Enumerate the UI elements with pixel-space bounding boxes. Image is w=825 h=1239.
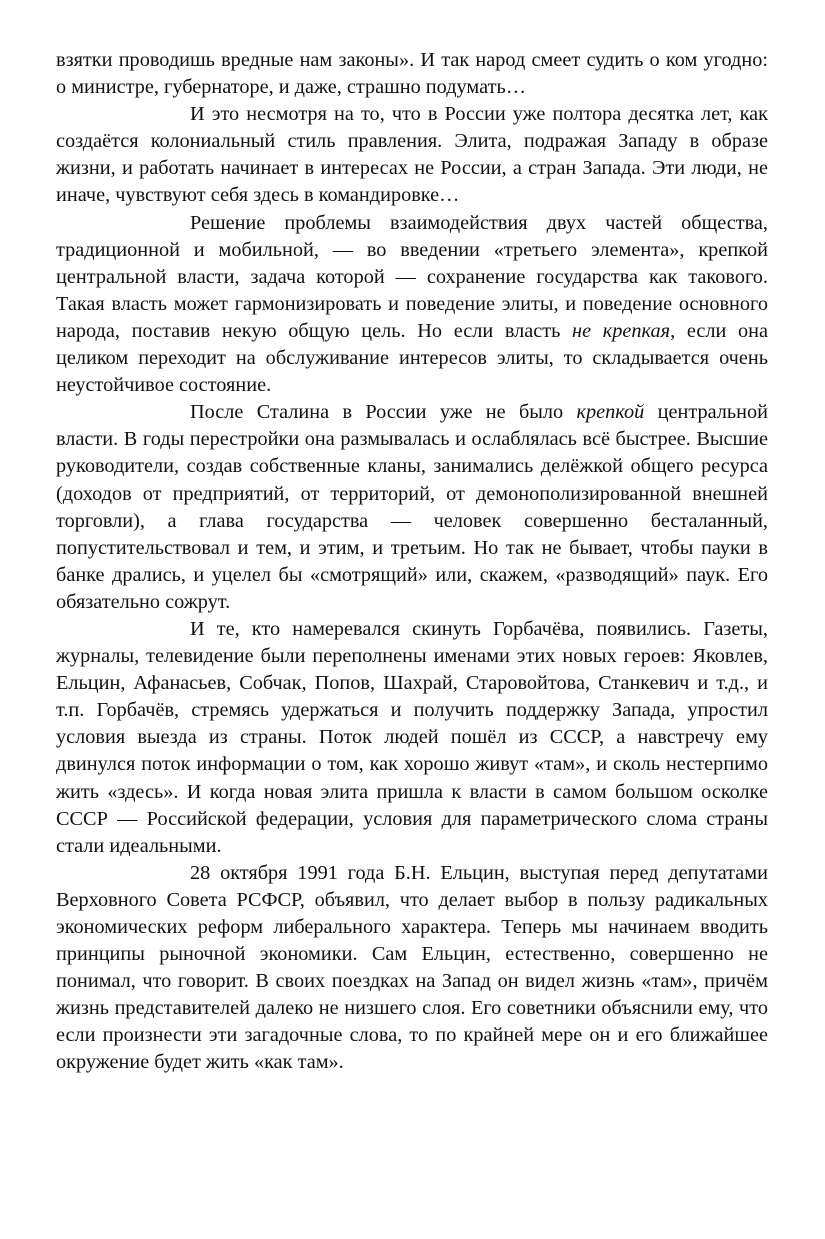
paragraph-text: центральной власти. В годы перестройки она размывалась и ослаблялась всё быстрее. Высшие руководители, создав собственные кланы, занимались делёжкой общего ресурса (доходов от предприятий, от территорий, от демонополизированной внешней торговли), а глава государства — человек совершенно бесталанный, попустительствовал и тем, и этим, и третьим. Но так не бывает, чтобы пауки в банке дрались, и уцелел бы «смотрящий» или, скажем, «разводящий» паук. Его обязательно сожрут. xyxy=(56,401,768,613)
paragraph-2 xyxy=(56,101,768,209)
document-page xyxy=(56,47,768,1077)
paragraph-text: Решение проблемы взаимодействия двух частей общества, традиционной и мобильной, — во введении «третьего элемента», крепкой центральной власти, задача которой — сохранение государства как такового. Такая власть может гармонизировать и поведение элиты, и поведение основного народа, поставив некую общую цель. Но если власть xyxy=(56,211,768,342)
paragraph-text: взятки проводишь вредные нам законы». И так народ смеет судить о ком угодно: о министре, губернаторе, и даже, страшно подумать… xyxy=(56,49,768,99)
paragraph-text: , если она целиком переходит на обслуживание интересов элиты, то складывается очень неустойчивое состояние. xyxy=(56,319,768,397)
emphasis-text: крепкой xyxy=(576,401,645,424)
paragraph-6 xyxy=(56,860,768,1077)
paragraph-1 xyxy=(56,47,768,101)
paragraph-text: И те, кто намеревался скинуть Горбачёва, появились. Газеты, журналы, телевидение были переполнены именами этих новых героев: Яковлев, Ельцин, Афанасьев, Собчак, Попов, Шахрай, Старовойтова, Станкевич и т.д., и т.п. Горбачёв, стремясь удержаться и получить поддержку Запада, упростил условия выезда из страны. Поток людей пошёл из СССР, а навстречу ему двинулся поток информации о том, как хорошо живут «там», и сколь нестерпимо жить «здесь». И когда новая элита пришла к власти в самом большом осколке СССР — Российской федерации, условия для параметрического слома страны стали идеальными. xyxy=(56,617,768,857)
paragraph-3 xyxy=(56,210,768,400)
paragraph-text: После Сталина в России уже не было xyxy=(190,401,577,424)
paragraph-text: 28 октября 1991 года Б.Н. Ельцин, выступая перед депутатами Верховного Совета РСФСР, объявил, что делает выбор в пользу радикальных экономических реформ либерального характера. Теперь мы начинаем вводить принципы рыночной экономики. Сам Ельцин, естественно, совершенно не понимал, что говорит. В своих поездках на Запад он видел жизнь «там», причём жизнь представителей далеко не низшего слоя. Его советники объяснили ему, что если произнести эти загадочные слова, то по крайней мере он и его ближайшее окружение будет жить «как там». xyxy=(56,861,768,1074)
emphasis-text: не крепкая xyxy=(572,319,671,342)
paragraph-4 xyxy=(56,399,768,616)
paragraph-5 xyxy=(56,616,768,860)
paragraph-text: И это несмотря на то, что в России уже полтора десятка лет, как создаётся колониальный стиль правления. Элита, подражая Западу в образе жизни, и работать начинает в интересах не России, а стран Запада. Эти люди, не иначе, чувствуют себя здесь в командировке… xyxy=(56,103,768,207)
